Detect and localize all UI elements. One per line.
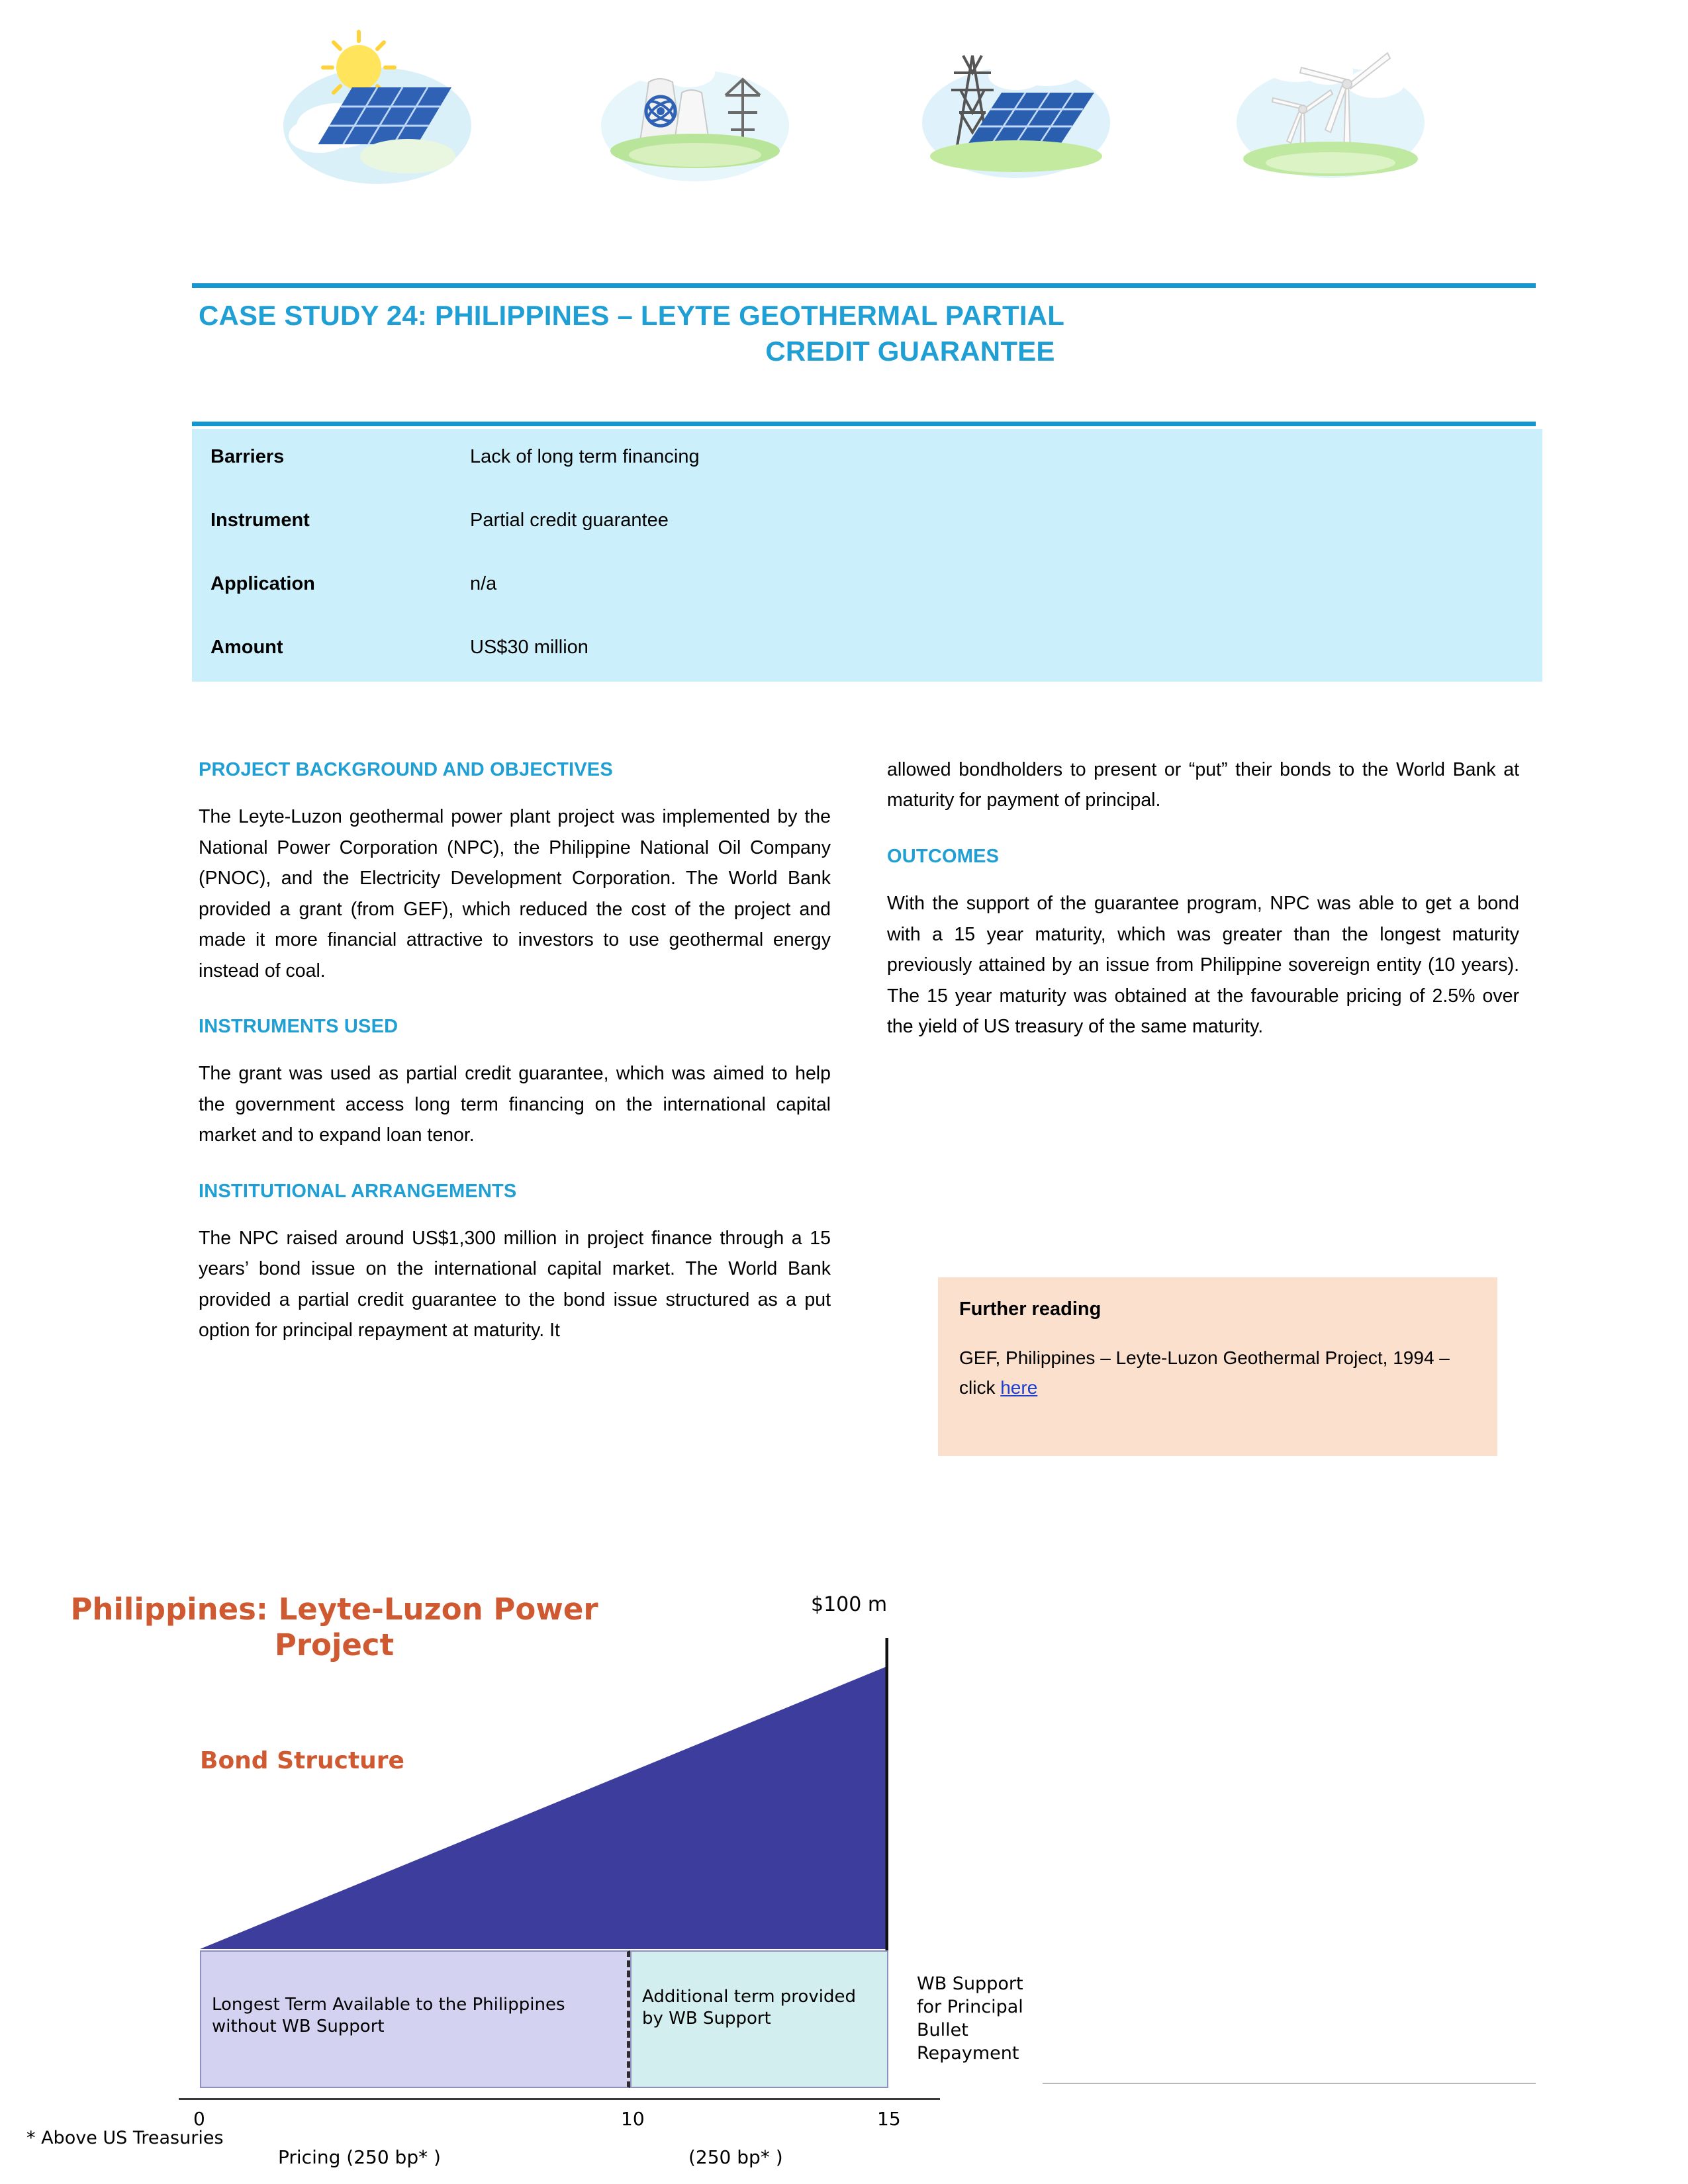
- section-text-institutional-arrangements: The NPC raised around US$1,300 million in project finance through a 15 years’ bond issue on the international capital market. The World Bank provided a partial credit guarantee to the bond issue structured as a put option for principal repayment at maturity. It: [199, 1227, 831, 1342]
- figure-wb-support-text: WB Support for Principal Bullet Repayment: [917, 1974, 1023, 2064]
- transmission-tower-solar-icon: [917, 26, 1115, 192]
- wind-turbine-icon: [1231, 26, 1430, 192]
- table-row: [192, 429, 1542, 492]
- table-row: [192, 556, 1542, 619]
- row-value: n/a: [470, 573, 497, 594]
- nuclear-plant-icon: [596, 26, 794, 192]
- row-label: Instrument: [211, 510, 310, 531]
- section-heading-instruments-used: INSTRUMENTS USED: [199, 1015, 399, 1037]
- figure-tick-10: 10: [621, 2108, 645, 2130]
- section-text-project-background: The Leyte-Luzon geothermal power plant project was implemented by the National Power Corporation (NPC), the Philippine National Oil Company (PNOC), and the Electricity Development Corporation. The World Bank provided a grant (from GEF), which reduced the cost of the project and made it more financial attractive to investors to use geothermal energy instead of coal.: [199, 806, 831, 981]
- figure-tick-15: 15: [877, 2108, 901, 2130]
- row-value: Partial credit guarantee: [470, 510, 669, 531]
- header-icon-band: [0, 26, 1688, 205]
- summary-info-table: [192, 429, 1542, 682]
- section-text-instruments-used: The grant was used as partial credit guarantee, which was aimed to help the government access long term financing on the international capital market and to expand loan tenor.: [199, 1063, 831, 1146]
- further-reading-text: [959, 1343, 1476, 1403]
- figure-title: Philippines: Leyte-Luzon Power Project: [70, 1592, 598, 1662]
- table-row: [192, 492, 1542, 556]
- figure-tick-0: 0: [193, 2108, 205, 2130]
- left-text-column: [199, 754, 831, 1346]
- bottom-divider: [1043, 2083, 1536, 2084]
- page-title: [199, 298, 1536, 369]
- figure-box-longest-term-text: Longest Term Available to the Philippines without WB Support: [212, 1995, 565, 2036]
- section-heading-outcomes: OUTCOMES: [887, 845, 1000, 867]
- figure-pricing-right: (250 bp* ): [688, 2146, 783, 2168]
- solar-panel-sun-icon: [278, 26, 477, 192]
- further-reading-box: [938, 1277, 1497, 1456]
- title-rule-bottom: [192, 422, 1536, 426]
- figure-footnote: * Above US Treasuries: [26, 2128, 224, 2148]
- further-reading-title: Further reading: [959, 1298, 1102, 1320]
- row-label: Barriers: [211, 446, 285, 467]
- row-value: US$30 million: [470, 637, 588, 658]
- section-text-outcomes: With the support of the guarantee program, NPC was able to get a bond with a 15 year maturity, which was greater than the longest maturity previously attained by an issue from Philippine sovereign entity (10 years). The 15 year maturity was obtained at the favourable pricing of 2.5% over the yield of US treasury of the same maturity.: [887, 893, 1519, 1037]
- table-row: [192, 619, 1542, 683]
- figure-box-longest-term: [200, 1950, 630, 2088]
- right-text-column: [887, 754, 1519, 1042]
- title-rule-top: [192, 283, 1536, 288]
- figure-box-additional-term: [630, 1950, 888, 2088]
- section-text-continuation: allowed bondholders to present or “put” their bonds to the World Bank at maturity for payment of principal.: [887, 759, 1519, 811]
- figure-subtitle: Bond Structure: [200, 1747, 404, 1774]
- row-label: Application: [211, 573, 315, 594]
- page-title-line2: CREDIT GUARANTEE: [765, 335, 1055, 367]
- further-reading-link[interactable]: here: [1000, 1377, 1038, 1398]
- figure-box-additional-term-text: Additional term provided by WB Support: [642, 1987, 856, 2028]
- figure-top-value-label: $100 m: [811, 1593, 888, 1616]
- section-heading-institutional-arrangements: INSTITUTIONAL ARRANGEMENTS: [199, 1180, 517, 1202]
- further-reading-citation: GEF, Philippines – Leyte-Luzon Geothermal Project, 1994 – click: [959, 1347, 1450, 1398]
- row-value: Lack of long term financing: [470, 446, 700, 467]
- row-label: Amount: [211, 637, 283, 658]
- page-title-line1: CASE STUDY 24: PHILIPPINES – LEYTE GEOTHERMAL PARTIAL: [199, 300, 1065, 331]
- section-heading-project-background: PROJECT BACKGROUND AND OBJECTIVES: [199, 759, 613, 780]
- figure-x-axis: [179, 2098, 940, 2100]
- figure-pricing-left: Pricing (250 bp* ): [278, 2146, 441, 2168]
